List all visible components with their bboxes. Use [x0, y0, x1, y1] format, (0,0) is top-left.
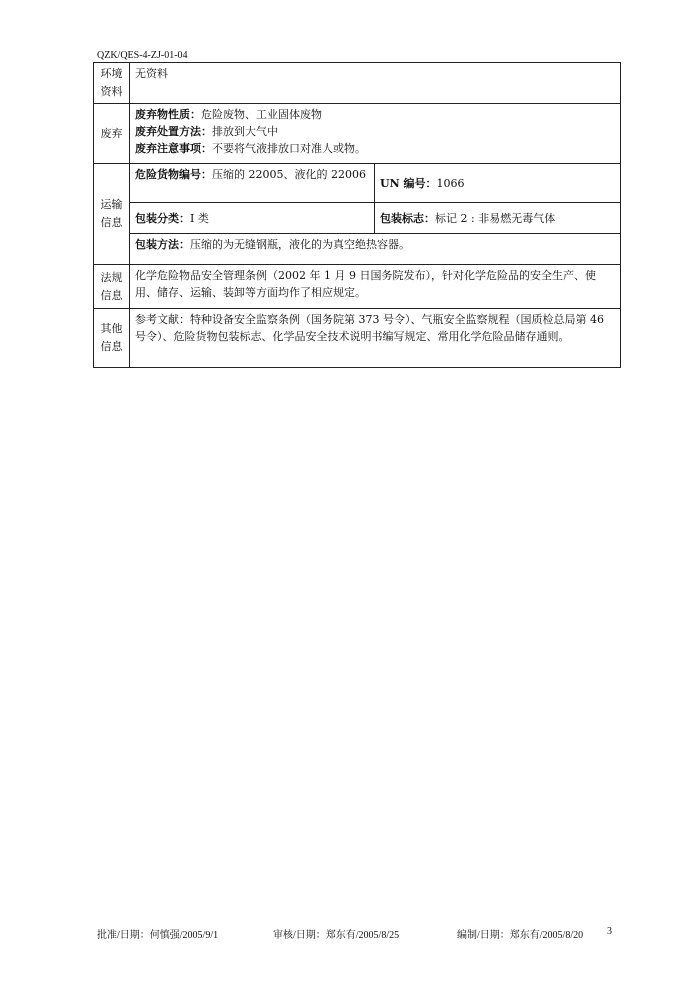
law-value: 化学危险物品安全管理条例（2002 年 1 月 9 日国务院发布），针对化学危险品的安全生产、使用、储存、运输、装卸等方面均作了相应规定。	[135, 269, 596, 299]
other-row	[94, 309, 621, 368]
waste-method-label: 废弃处置方法：	[135, 125, 212, 138]
pack-method-cell	[130, 234, 621, 265]
env-row	[94, 63, 621, 104]
waste-row	[94, 104, 621, 164]
other-value-cell	[130, 309, 621, 368]
law-label-line1: 法规	[100, 270, 123, 284]
env-value: 无资料	[135, 67, 168, 80]
law-row	[94, 265, 621, 309]
document-code: QZK/QES-4-ZJ-01-04	[97, 50, 188, 61]
waste-label: 废弃	[100, 126, 123, 140]
waste-label-cell	[94, 104, 130, 164]
un-number-label: UN 编号：	[380, 176, 437, 190]
footer-compiled: 编制/日期：郑东有/2005/8/20	[457, 930, 584, 941]
pack-class-label: 包装分类：	[135, 211, 190, 225]
pack-class-cell	[130, 203, 375, 234]
waste-nature-value: 危险废物、工业固体废物	[201, 108, 322, 121]
waste-nature-label: 废弃物性质：	[135, 108, 201, 121]
waste-method-line	[135, 123, 615, 140]
pack-mark-label: 包装标志：	[380, 211, 435, 225]
other-value: 参考文献：特种设备安全监察条例（国务院第 373 号令）、气瓶安全监察规程（国质检总局第 46 号令）、危险货物包装标志、化学品安全技术说明书编写规定、常用化学危险品储存通则。	[135, 313, 604, 343]
un-number-value: 1066	[436, 176, 465, 190]
pack-mark-cell	[375, 203, 621, 234]
transport-label-line1: 运输	[100, 198, 123, 211]
env-label-cell	[94, 63, 130, 104]
waste-nature-line	[135, 106, 615, 123]
other-label-cell	[94, 309, 130, 368]
un-number-cell	[375, 164, 621, 203]
dg-number-value: 压缩的 22005、液化的 22006	[212, 168, 366, 181]
waste-value-cell	[130, 104, 621, 164]
pack-method-value: 压缩的为无缝钢瓶，液化的为真空绝热容器。	[190, 238, 410, 251]
dg-number-label: 危险货物编号：	[135, 168, 212, 181]
page-number: 3	[607, 926, 612, 937]
law-label-line2: 信息	[100, 288, 123, 302]
env-value-cell	[130, 63, 621, 104]
env-label-line2: 资料	[100, 85, 123, 98]
footer-reviewed: 审核/日期：郑东有/2005/8/25	[273, 930, 400, 941]
transport-row-1	[94, 164, 621, 203]
pack-method-label: 包装方法：	[135, 238, 190, 251]
waste-notice-line	[135, 140, 615, 157]
other-label-line1: 其他	[100, 322, 123, 335]
pack-class-value: I 类	[190, 211, 209, 225]
dg-number-cell	[130, 164, 375, 203]
pack-mark-value: 标记 2 : 非易燃无毒气体	[435, 211, 556, 225]
env-label-line1: 环境	[100, 67, 123, 80]
other-label-line2: 信息	[100, 340, 123, 353]
waste-notice-label: 废弃注意事项：	[135, 142, 212, 155]
waste-notice-value: 不要将气液排放口对准人或物。	[212, 142, 366, 155]
law-value-cell	[130, 265, 621, 309]
transport-row-2	[94, 203, 621, 234]
msds-table	[93, 62, 621, 368]
transport-row-3	[94, 234, 621, 265]
waste-method-value: 排放到大气中	[212, 125, 278, 138]
transport-label-line2: 信息	[100, 216, 123, 229]
law-label-cell	[94, 265, 130, 309]
footer-approved: 批准/日期：何慎强/2005/9/1	[97, 930, 219, 941]
transport-label-cell	[94, 164, 130, 265]
